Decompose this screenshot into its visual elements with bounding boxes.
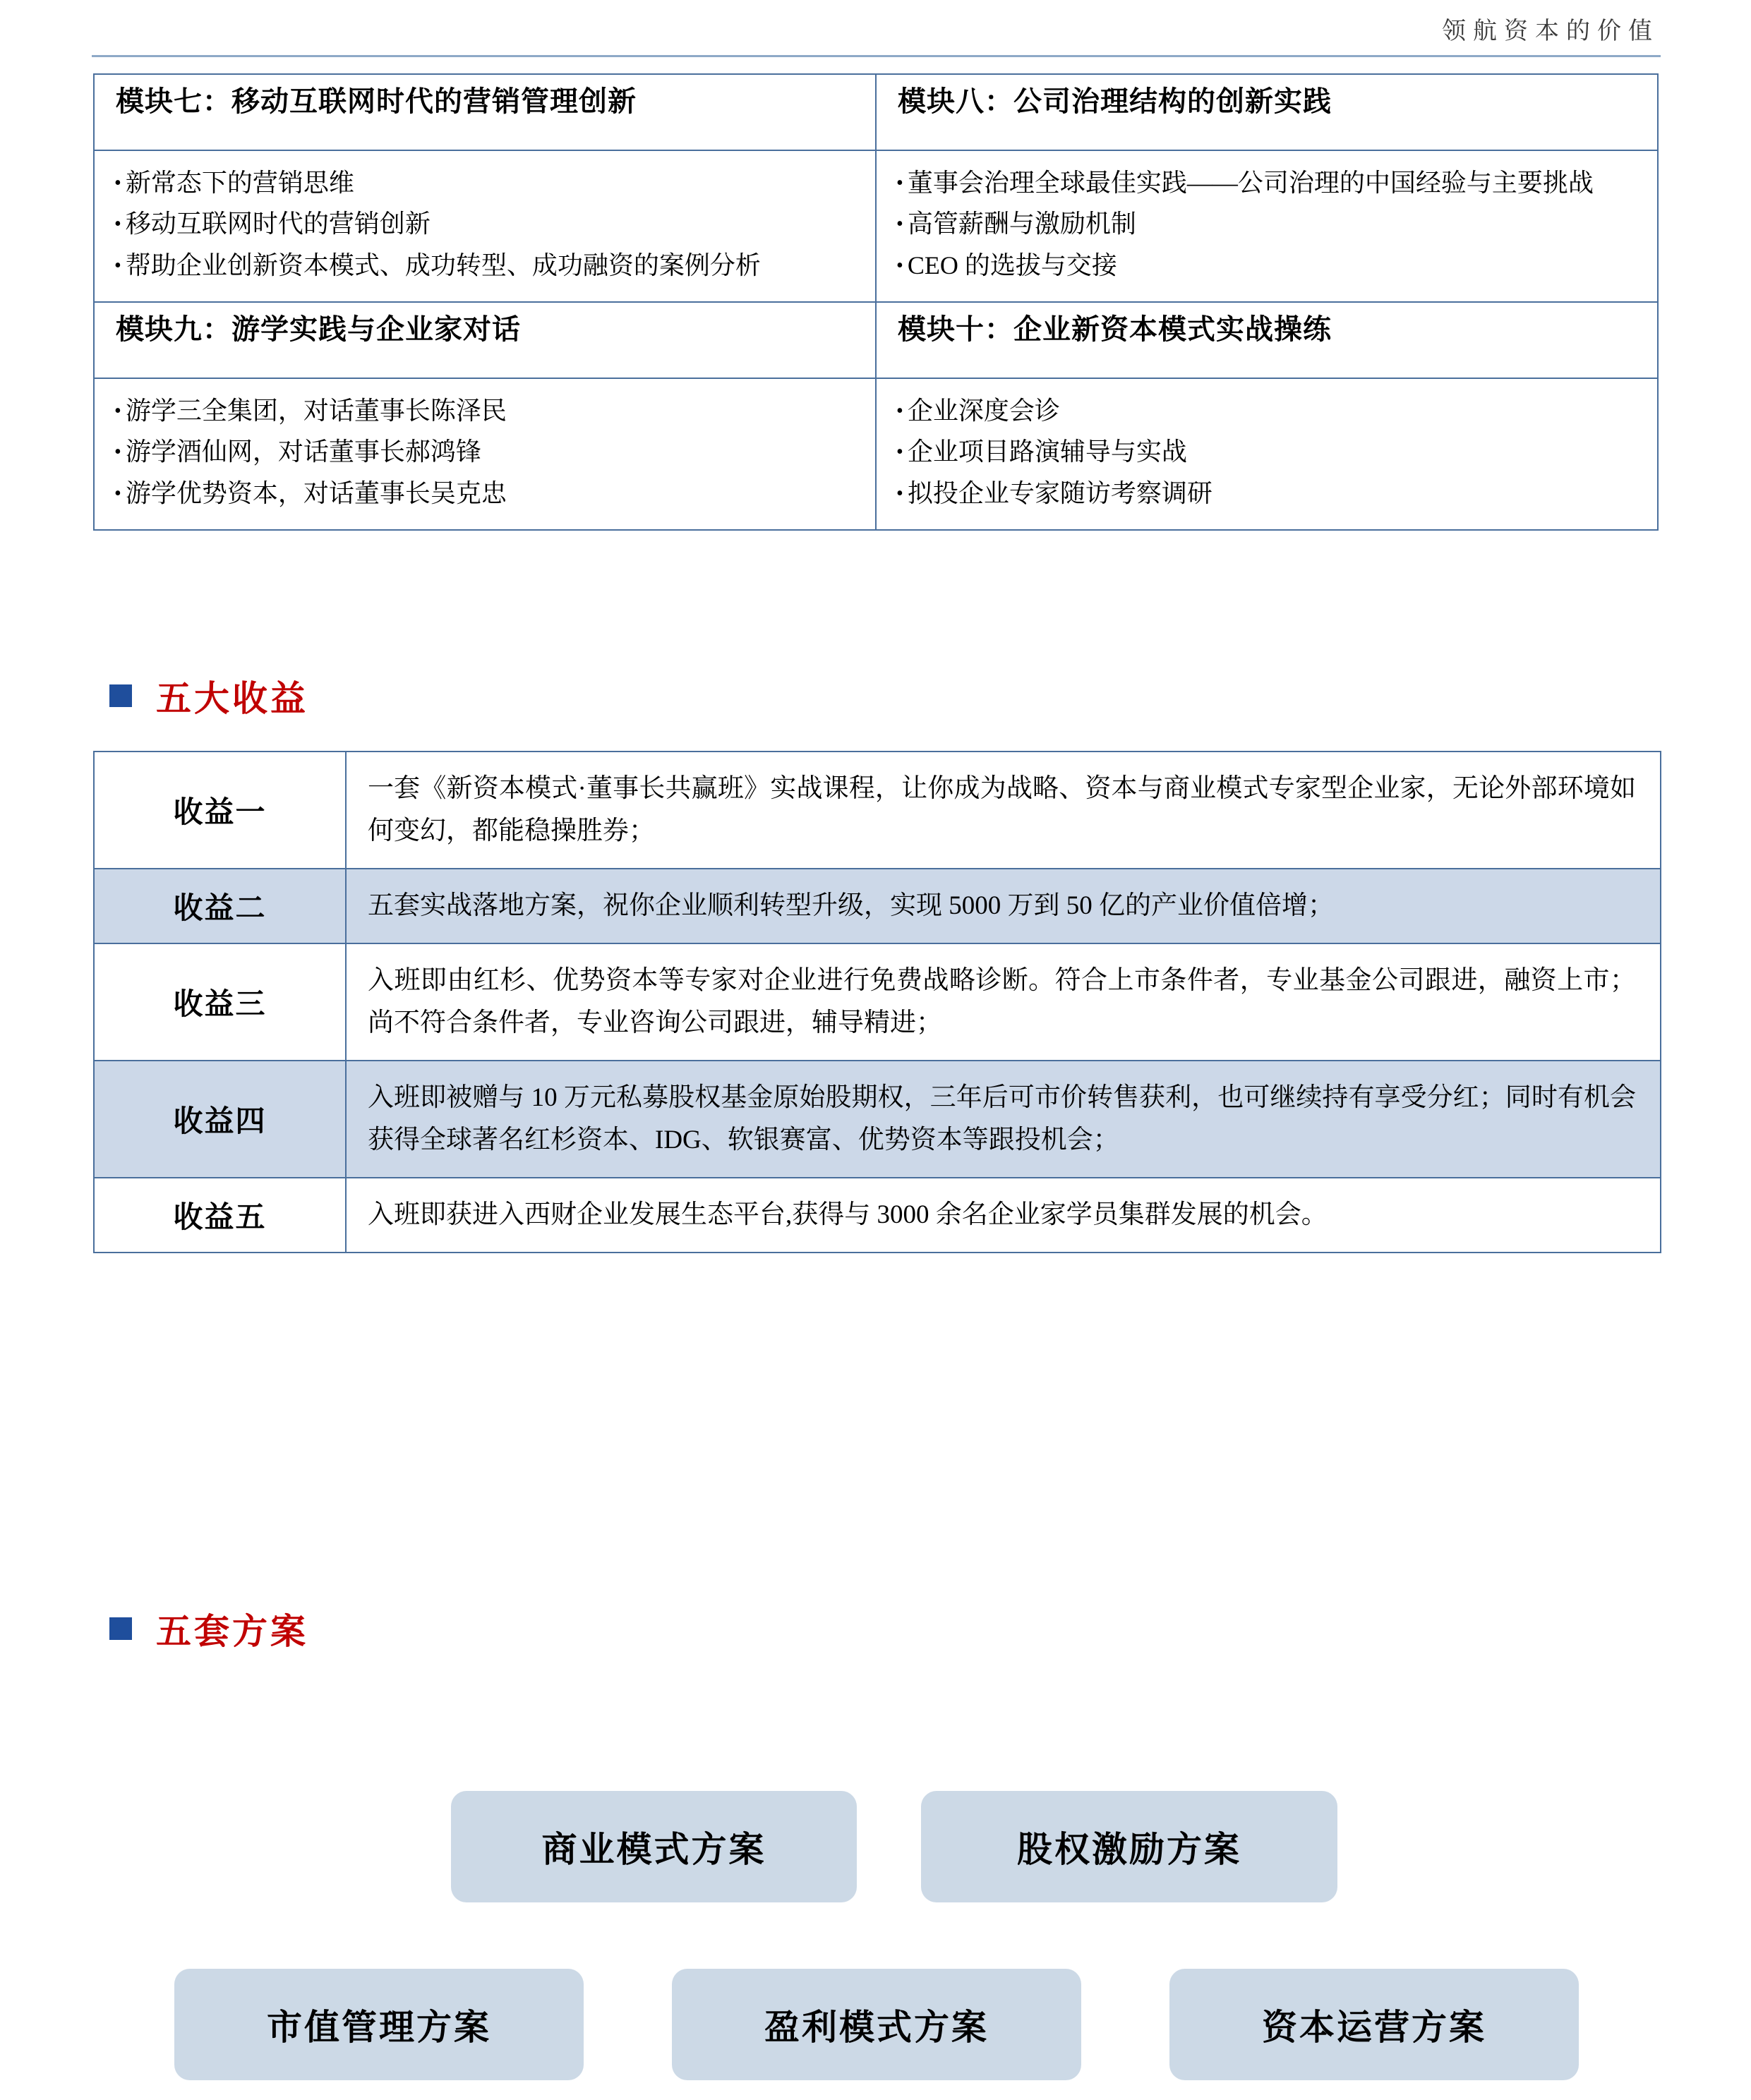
table-row bbox=[94, 150, 1658, 302]
bullet-icon: • bbox=[114, 172, 121, 194]
list-item-label: 游学酒仙网，对话董事长郝鸿锋 bbox=[125, 438, 481, 466]
plan-box-equity-incentive: 股权激励方案 bbox=[921, 1791, 1337, 1902]
table-row bbox=[94, 74, 1658, 150]
bullet-icon: • bbox=[896, 172, 903, 194]
plans-section-heading bbox=[109, 1603, 308, 1654]
list-item-label: 拟投企业专家随访考察调研 bbox=[907, 478, 1213, 507]
bullet-icon: • bbox=[896, 482, 903, 505]
module-title: 模块九：游学实践与企业家对话 bbox=[94, 302, 876, 378]
list-item-label: 董事会治理全球最佳实践——公司治理的中国经验与主要挑战 bbox=[907, 169, 1594, 197]
list-item bbox=[896, 162, 1637, 203]
list-item-label: 移动互联网时代的营销创新 bbox=[125, 210, 431, 239]
table-row bbox=[94, 752, 1661, 869]
list-item bbox=[896, 203, 1637, 244]
list-item bbox=[114, 245, 855, 286]
list-item bbox=[896, 473, 1637, 514]
benefit-text: 一套《新资本模式·董事长共赢班》实战课程，让你成为战略、资本与商业模式专家型企业家，无论外部环境如何变幻，都能稳操胜券； bbox=[346, 752, 1661, 869]
bullet-icon: • bbox=[114, 399, 121, 422]
section-title: 五套方案 bbox=[156, 1612, 308, 1651]
bullet-icon: • bbox=[114, 213, 121, 236]
bullet-icon: • bbox=[114, 254, 121, 277]
plan-box-business-model: 商业模式方案 bbox=[451, 1791, 857, 1902]
list-item bbox=[896, 431, 1637, 472]
benefit-text: 入班即获进入西财企业发展生态平台,获得与 3000 余名企业家学员集群发展的机会。 bbox=[346, 1178, 1661, 1253]
list-item bbox=[896, 245, 1637, 286]
plan-box-capital-operation: 资本运营方案 bbox=[1169, 1969, 1579, 2080]
module-items bbox=[876, 150, 1658, 302]
list-item bbox=[114, 473, 855, 514]
list-item-label: 游学三全集团，对话董事长陈泽民 bbox=[125, 396, 507, 425]
square-bullet-icon bbox=[109, 1617, 132, 1640]
module-title: 模块七：移动互联网时代的营销管理创新 bbox=[94, 74, 876, 150]
plan-box-market-value: 市值管理方案 bbox=[174, 1969, 584, 2080]
benefit-text: 入班即被赠与 10 万元私募股权基金原始股期权，三年后可市价转售获利，也可继续持有享受分红；同时有机会获得全球著名红杉资本、IDG、软银赛富、优势资本等跟投机会； bbox=[346, 1061, 1661, 1178]
module-items bbox=[876, 378, 1658, 530]
bullet-icon: • bbox=[114, 482, 121, 505]
table-row bbox=[94, 1061, 1661, 1178]
benefit-text: 五套实战落地方案，祝你企业顺利转型升级，实现 5000 万到 50 亿的产业价值倍增； bbox=[346, 869, 1661, 943]
benefit-label: 收益二 bbox=[94, 869, 346, 943]
benefit-label: 收益四 bbox=[94, 1061, 346, 1178]
table-row bbox=[94, 302, 1658, 378]
bullet-icon: • bbox=[896, 399, 903, 422]
list-item bbox=[114, 390, 855, 431]
list-item-label: 游学优势资本，对话董事长吴克忠 bbox=[125, 478, 507, 507]
square-bullet-icon bbox=[109, 684, 132, 707]
benefits-section-heading bbox=[109, 670, 308, 721]
header-title: 领航资本的价值 bbox=[1442, 18, 1659, 44]
table-row bbox=[94, 869, 1661, 943]
table-row bbox=[94, 378, 1658, 530]
list-item-label: 企业项目路演辅导与实战 bbox=[907, 438, 1187, 466]
module-title: 模块十：企业新资本模式实战操练 bbox=[876, 302, 1658, 378]
table-row bbox=[94, 1178, 1661, 1253]
list-item-label: 帮助企业创新资本模式、成功转型、成功融资的案例分析 bbox=[125, 251, 761, 279]
bullet-icon: • bbox=[896, 213, 903, 236]
benefit-label: 收益五 bbox=[94, 1178, 346, 1253]
list-item bbox=[114, 162, 855, 203]
bullet-icon: • bbox=[896, 254, 903, 277]
bullet-icon: • bbox=[896, 441, 903, 464]
list-item-label: CEO 的选拔与交接 bbox=[907, 251, 1117, 279]
list-item bbox=[114, 203, 855, 244]
benefit-label: 收益三 bbox=[94, 943, 346, 1061]
bullet-icon: • bbox=[114, 441, 121, 464]
benefit-text: 入班即由红杉、优势资本等专家对企业进行免费战略诊断。符合上市条件者，专业基金公司跟进，融资上市；尚不符合条件者，专业咨询公司跟进，辅导精进； bbox=[346, 943, 1661, 1061]
table-row bbox=[94, 943, 1661, 1061]
list-item bbox=[114, 431, 855, 472]
section-title: 五大收益 bbox=[156, 679, 308, 718]
list-item-label: 高管薪酬与激励机制 bbox=[907, 210, 1136, 239]
list-item-label: 企业深度会诊 bbox=[907, 396, 1060, 425]
page-header bbox=[0, 0, 1751, 65]
benefit-label: 收益一 bbox=[94, 752, 346, 869]
list-item bbox=[896, 390, 1637, 431]
modules-table bbox=[93, 73, 1659, 531]
list-item-label: 新常态下的营销思维 bbox=[125, 169, 354, 197]
header-divider bbox=[92, 55, 1661, 57]
plan-box-profit-model: 盈利模式方案 bbox=[672, 1969, 1081, 2080]
module-items bbox=[94, 150, 876, 302]
module-title: 模块八：公司治理结构的创新实践 bbox=[876, 74, 1658, 150]
module-items bbox=[94, 378, 876, 530]
benefits-table bbox=[93, 751, 1661, 1253]
